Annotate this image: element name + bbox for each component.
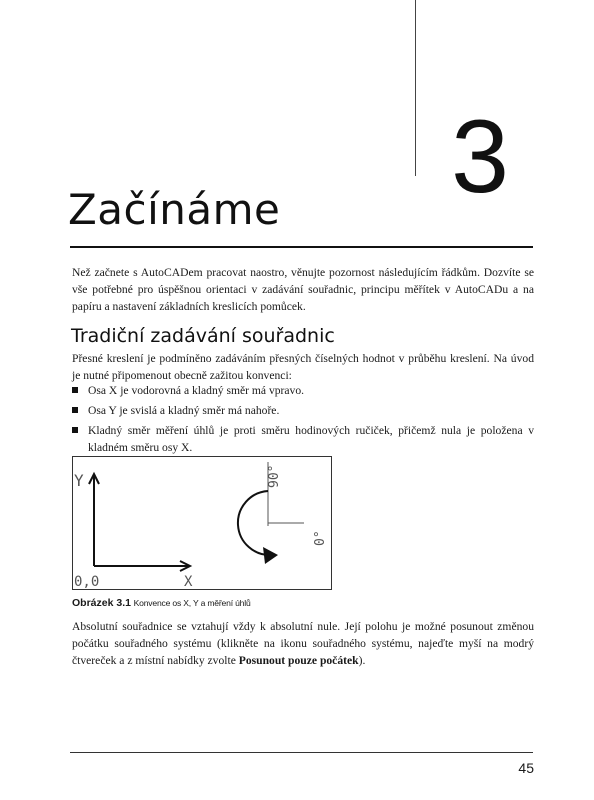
intro-paragraph: Než začnete s AutoCADem pracovat naostro, věnujte pozornost následujícím řádkům. Dozvíte se vše potřebné pro úspěšnou orientaci v zadávání souřadnic, principu měřítek v AutoCADu a na papíru a nastavení základních kreslicích pomůcek. <box>72 266 534 313</box>
chapter-number: 3 <box>451 99 509 215</box>
section-lead-paragraph: Přesné kreslení je podmíněno zadáváním přesných číselných hodnot v průběhu kreslení. Na úvod je nutné připomenout obecně zažitou konvenci: <box>72 352 534 382</box>
bullet-square-icon <box>72 427 78 433</box>
outro-text-start: Absolutní souřadnice se vztahují vždy k absolutní nule. Její polohu je možné posunout změnou počátku souřadného systému (klikněte na ikonu souřadného systému, najeďte myší na modrý čtvereček a z místní nabídky zvolte <box>72 620 534 667</box>
angle-arrowhead <box>263 547 278 564</box>
chapter-title: Začínáme <box>68 185 281 234</box>
angle-90-label: 90° <box>267 464 282 488</box>
y-axis-label: Y <box>74 471 84 490</box>
title-rule <box>70 246 533 248</box>
coordinate-convention-figure <box>72 456 332 590</box>
bullet-item <box>72 402 534 419</box>
outro-bold-command: Posunout pouze počátek <box>238 654 359 667</box>
bullet-square-icon <box>72 407 78 413</box>
bullet-item <box>72 382 534 399</box>
bullet-text: Kladný směr měření úhlů je proti směru hodinových ručiček, přičemž nula je položena v kladném směru osy X. <box>88 424 534 454</box>
footer-rule <box>70 752 533 753</box>
bullet-text: Osa X je vodorovná a kladný směr má vpravo. <box>88 384 305 397</box>
x-axis-label: X <box>184 574 193 590</box>
chapter-divider-line <box>415 0 416 176</box>
bullet-text: Osa Y je svislá a kladný směr má nahoře. <box>88 404 280 417</box>
origin-label: 0,0 <box>74 574 100 590</box>
figure-caption-text: Konvence os X, Y a měření úhlů <box>133 598 251 608</box>
figure-caption <box>72 596 251 611</box>
outro-text-end: ). <box>358 654 366 667</box>
bullet-square-icon <box>72 387 78 393</box>
section-heading: Tradiční zadávání souřadnic <box>71 325 335 347</box>
page-number: 45 <box>518 760 534 776</box>
figure-caption-label: Obrázek 3.1 <box>72 597 131 609</box>
angle-0-label: 0° <box>313 530 328 546</box>
outro-paragraph <box>72 618 534 669</box>
angle-arc <box>238 491 272 555</box>
bullet-item <box>72 422 534 456</box>
